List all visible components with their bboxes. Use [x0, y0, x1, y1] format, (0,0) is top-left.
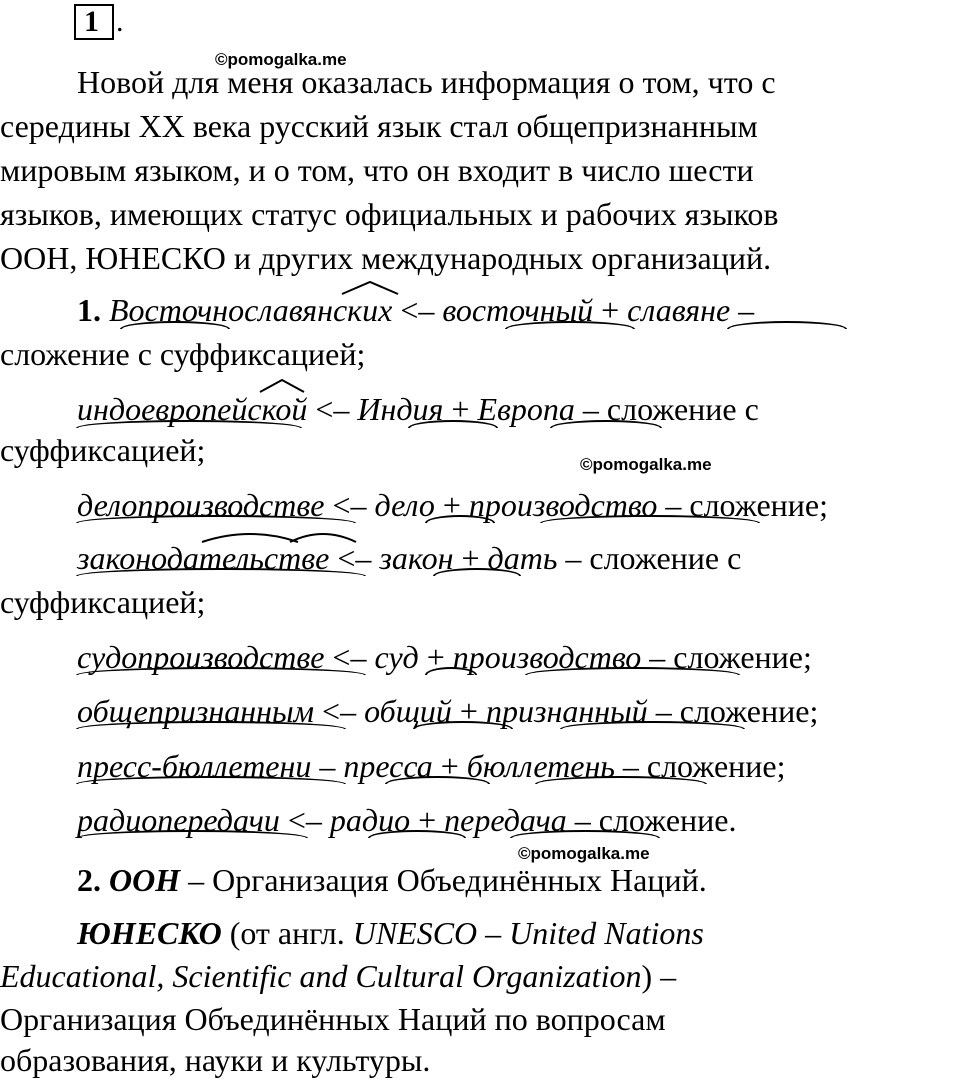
unesco-open: (от англ. [221, 915, 353, 951]
source-word: суд [374, 639, 419, 675]
analysis-row-continuation: сложение с суффиксацией; [0, 336, 366, 372]
formation-method: – сложение; [647, 693, 819, 729]
abbreviation-unesco: ЮНЕСКО [77, 915, 222, 951]
watermark: ©pomogalka.me [215, 50, 347, 69]
watermark: ©pomogalka.me [580, 455, 712, 474]
derivation-arrow: <– [279, 802, 330, 838]
plus-sign: + [418, 639, 453, 675]
derivation-arrow: <– [307, 391, 358, 427]
source-word: дело [374, 487, 435, 523]
intro-line-4: языков, имеющих статус официальных и рабочих языков [0, 196, 779, 232]
source-word: Европа [477, 391, 575, 427]
source-word: передача [444, 802, 567, 838]
source-word: производство [452, 639, 642, 675]
unesco-line-1 [77, 913, 704, 953]
oon-definition [77, 860, 707, 900]
analyzed-word: делопроизводстве [77, 487, 325, 523]
formation-method: – сложение. [566, 802, 737, 838]
unesco-line-3: Организация Объединённых Наций по вопросам [0, 1001, 666, 1037]
formation-method: – сложение с [574, 391, 759, 427]
suffix-mark [340, 280, 400, 296]
derivation-arrow: <– [324, 487, 375, 523]
plus-sign: + [451, 693, 486, 729]
intro-line-3: мировым языком, и о том, что он входит в число шести [0, 152, 754, 188]
unesco-line-2 [0, 956, 676, 996]
source-word: радио [329, 802, 411, 838]
suffix-mark [288, 530, 358, 544]
part-number: 1. [77, 292, 101, 328]
analyzed-word: общепризнанным [77, 693, 315, 729]
derivation-arrow: <– [324, 639, 375, 675]
analyzed-word: индоевропейской [77, 391, 308, 427]
source-word: Индия [357, 391, 444, 427]
formation-method: – сложение; [657, 487, 828, 523]
plus-sign: + [432, 748, 467, 784]
source-word: дать [487, 540, 558, 576]
root-arc-mark [727, 321, 847, 329]
suffix-mark [200, 530, 300, 544]
abbreviation-oon: ООН [109, 862, 181, 898]
plus-sign: + [410, 802, 445, 838]
unesco-line-4: образования, науки и культуры. [0, 1042, 431, 1078]
source-word: пресса [343, 748, 433, 784]
part-number: 2. [77, 862, 101, 898]
suffix-mark [258, 378, 306, 394]
source-word: бюллетень [466, 748, 615, 784]
plus-sign: + [434, 487, 469, 523]
intro-line-1: Новой для меня оказалась информация о том, что с [77, 64, 776, 100]
formation-method: – [730, 292, 755, 328]
derivation-arrow: <– [392, 292, 443, 328]
intro-line-5: ООН, ЮНЕСКО и других международных организаций. [0, 240, 772, 276]
source-word: закон [379, 540, 454, 576]
analysis-row-continuation: суффиксацией; [0, 584, 206, 620]
watermark: ©pomogalka.me [518, 844, 650, 863]
intro-line-2: середины XX века русский язык стал общепризнанным [0, 108, 758, 144]
formation-method: – сложение; [614, 748, 786, 784]
plus-sign: + [593, 292, 628, 328]
source-word: общий [364, 693, 452, 729]
task-number-dot: . [116, 5, 124, 38]
plus-sign: + [443, 391, 478, 427]
analyzed-word: пресс-бюллетени [77, 748, 312, 784]
analyzed-word: судопроизводстве [77, 639, 325, 675]
source-word: славяне [627, 292, 731, 328]
derivation-arrow: – [311, 748, 344, 784]
task-number-box: 1 [74, 4, 114, 40]
oon-text: – Организация Объединённых Наций. [180, 862, 707, 898]
source-word: признанный [485, 693, 648, 729]
analyzed-word: законодательстве [77, 540, 330, 576]
analyzed-word: Восточнославянских [109, 292, 393, 328]
source-word: производство [468, 487, 658, 523]
unesco-english-2: Educational, Scientific and Cultural Organization [0, 958, 642, 994]
unesco-close: ) – [641, 958, 677, 994]
plus-sign: + [453, 540, 488, 576]
derivation-arrow: <– [329, 540, 380, 576]
formation-method: – сложение с [557, 540, 742, 576]
derivation-arrow: <– [314, 693, 365, 729]
source-word: восточный [442, 292, 594, 328]
unesco-english-1: UNESCO – United Nations [352, 915, 704, 951]
formation-method: – сложение; [641, 639, 812, 675]
analysis-row-continuation: суффиксацией; [0, 432, 206, 468]
analyzed-word: радиопередачи [77, 802, 280, 838]
